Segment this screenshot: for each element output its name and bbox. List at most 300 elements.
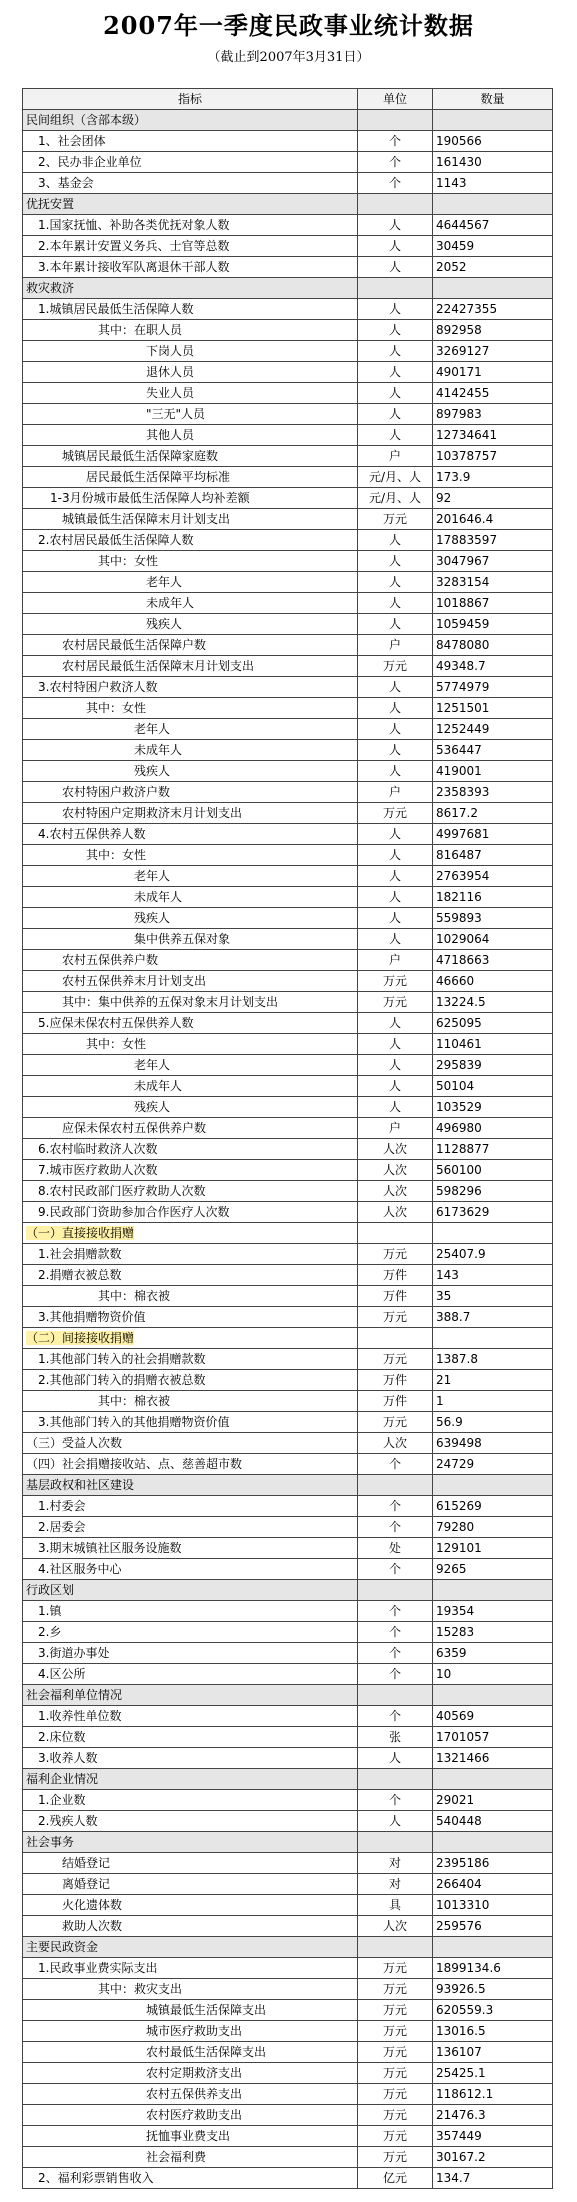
unit-cell: 个 xyxy=(358,1559,433,1580)
value-cell xyxy=(433,110,553,131)
unit-cell: 人 xyxy=(358,236,433,257)
value-cell: 118612.1 xyxy=(433,2084,553,2105)
indicator-cell xyxy=(23,1181,358,1202)
unit-cell: 人 xyxy=(358,320,433,341)
value-cell: 1 xyxy=(433,1391,553,1412)
table-row xyxy=(23,215,553,236)
value-cell: 620559.3 xyxy=(433,2000,553,2021)
table-row xyxy=(23,341,553,362)
table-row xyxy=(23,614,553,635)
indicator-text: 2.残疾人数 xyxy=(38,1814,98,1828)
indicator-cell xyxy=(23,2147,358,2168)
value-cell: 103529 xyxy=(433,1097,553,1118)
indicator-cell xyxy=(23,1622,358,1643)
indicator-text: 残疾人 xyxy=(134,1100,171,1114)
indicator-cell xyxy=(23,1601,358,1622)
value-cell: 357449 xyxy=(433,2126,553,2147)
table-row xyxy=(23,446,553,467)
value-cell: 2358393 xyxy=(433,782,553,803)
indicator-cell xyxy=(23,152,358,173)
indicator-cell xyxy=(23,2168,358,2189)
indicator-text: 8.农村民政部门医疗救助人次数 xyxy=(38,1184,206,1198)
header-unit: 单位 xyxy=(358,89,433,110)
table-row xyxy=(23,1643,553,1664)
indicator-text: 城市医疗救助支出 xyxy=(146,2024,243,2038)
indicator-text: 1、社会团体 xyxy=(38,134,106,148)
table-row xyxy=(23,257,553,278)
value-cell: 10 xyxy=(433,1664,553,1685)
section-row xyxy=(23,1832,553,1853)
table-row xyxy=(23,1160,553,1181)
indicator-text: 社会事务 xyxy=(26,1835,75,1849)
unit-cell: 人次 xyxy=(358,1160,433,1181)
indicator-text: 2.捐赠衣被总数 xyxy=(38,1268,122,1282)
table-row xyxy=(23,551,553,572)
table-row xyxy=(23,1979,553,2000)
unit-cell: 人 xyxy=(358,1811,433,1832)
indicator-text: 3.本年累计接收军队离退休干部人数 xyxy=(38,260,230,274)
indicator-cell xyxy=(23,593,358,614)
section-title xyxy=(23,1328,358,1349)
unit-cell: 人 xyxy=(358,908,433,929)
indicator-text: 其中：棉衣被 xyxy=(98,1394,171,1408)
unit-cell: 人次 xyxy=(358,1139,433,1160)
indicator-text: （一）直接接收捐赠 xyxy=(26,1226,135,1240)
indicator-text: 1-3月份城市最低生活保障人均补差额 xyxy=(50,491,250,505)
table-row xyxy=(23,404,553,425)
unit-cell: 万元 xyxy=(358,2084,433,2105)
indicator-cell xyxy=(23,341,358,362)
unit-cell: 人 xyxy=(358,887,433,908)
indicator-text: 2、民办非企业单位 xyxy=(38,155,142,169)
table-row xyxy=(23,1412,553,1433)
value-cell: 4718663 xyxy=(433,950,553,971)
unit-cell: 户 xyxy=(358,446,433,467)
indicator-cell xyxy=(23,1790,358,1811)
unit-cell xyxy=(358,1937,433,1958)
indicator-text: 残疾人 xyxy=(146,617,183,631)
indicator-text: 城镇最低生活保障末月计划支出 xyxy=(62,512,231,526)
value-cell: 17883597 xyxy=(433,530,553,551)
table-row xyxy=(23,1622,553,1643)
table-row xyxy=(23,1853,553,1874)
value-cell: 92 xyxy=(433,488,553,509)
statistics-table xyxy=(22,88,553,2189)
indicator-cell xyxy=(23,1097,358,1118)
value-cell: 21 xyxy=(433,1370,553,1391)
section-title xyxy=(23,1937,358,1958)
value-cell: 22427355 xyxy=(433,299,553,320)
value-cell: 295839 xyxy=(433,1055,553,1076)
indicator-cell xyxy=(23,1853,358,1874)
table-row xyxy=(23,1097,553,1118)
section-row xyxy=(23,1475,553,1496)
unit-cell: 人 xyxy=(358,551,433,572)
indicator-text: 2.乡 xyxy=(38,1625,62,1639)
unit-cell: 个 xyxy=(358,1601,433,1622)
indicator-cell xyxy=(23,2126,358,2147)
table-row xyxy=(23,1013,553,1034)
indicator-text: （四）社会捐赠接收站、点、慈善超市数 xyxy=(26,1457,243,1471)
indicator-text: 农村最低生活保障支出 xyxy=(146,2045,267,2059)
value-cell: 266404 xyxy=(433,1874,553,1895)
unit-cell: 户 xyxy=(358,782,433,803)
table-row xyxy=(23,572,553,593)
indicator-cell xyxy=(23,1118,358,1139)
value-cell: 615269 xyxy=(433,1496,553,1517)
table-row xyxy=(23,635,553,656)
table-row xyxy=(23,299,553,320)
table-row xyxy=(23,1790,553,1811)
indicator-text: 城镇居民最低生活保障家庭数 xyxy=(62,449,219,463)
indicator-cell xyxy=(23,131,358,152)
indicator-text: 老年人 xyxy=(134,869,171,883)
indicator-text: 2、福利彩票销售收入 xyxy=(38,2171,154,2185)
value-cell: 388.7 xyxy=(433,1307,553,1328)
indicator-text: 1.村委会 xyxy=(38,1499,86,1513)
table-row xyxy=(23,677,553,698)
table-row xyxy=(23,824,553,845)
unit-cell xyxy=(358,194,433,215)
unit-cell: 万元 xyxy=(358,1412,433,1433)
table-row xyxy=(23,1076,553,1097)
section-row xyxy=(23,110,553,131)
table-row xyxy=(23,2021,553,2042)
value-cell: 1128877 xyxy=(433,1139,553,1160)
section-row xyxy=(23,278,553,299)
indicator-cell xyxy=(23,467,358,488)
value-cell xyxy=(433,1580,553,1601)
unit-cell: 人 xyxy=(358,593,433,614)
table-row xyxy=(23,1181,553,1202)
table-row xyxy=(23,530,553,551)
section-row xyxy=(23,194,553,215)
indicator-cell xyxy=(23,1958,358,1979)
indicator-cell xyxy=(23,1916,358,1937)
unit-cell: 人 xyxy=(358,383,433,404)
page-subtitle: （截止到2007年3月31日） xyxy=(207,50,370,65)
indicator-cell xyxy=(23,1496,358,1517)
value-cell: 8617.2 xyxy=(433,803,553,824)
table-row xyxy=(23,1727,553,1748)
value-cell: 1252449 xyxy=(433,719,553,740)
value-cell: 598296 xyxy=(433,1181,553,1202)
unit-cell: 万件 xyxy=(358,1370,433,1391)
indicator-text: 6.农村临时救济人次数 xyxy=(38,1142,158,1156)
indicator-text: 4.区公所 xyxy=(38,1667,86,1681)
section-title xyxy=(23,1475,358,1496)
indicator-cell xyxy=(23,824,358,845)
indicator-text: 社会福利费 xyxy=(146,2150,207,2164)
indicator-cell xyxy=(23,1979,358,2000)
unit-cell: 户 xyxy=(358,1118,433,1139)
table-row xyxy=(23,1958,553,1979)
table-row xyxy=(23,2000,553,2021)
section-title xyxy=(23,194,358,215)
value-cell: 8478080 xyxy=(433,635,553,656)
table-row xyxy=(23,2126,553,2147)
indicator-cell xyxy=(23,1433,358,1454)
section-title xyxy=(23,1685,358,1706)
indicator-text: 农村居民最低生活保障末月计划支出 xyxy=(62,659,255,673)
unit-cell: 个 xyxy=(358,1643,433,1664)
indicator-cell xyxy=(23,1244,358,1265)
section-row xyxy=(23,1223,553,1244)
table-row xyxy=(23,1034,553,1055)
section-title xyxy=(23,1832,358,1853)
value-cell xyxy=(433,1223,553,1244)
indicator-cell xyxy=(23,1202,358,1223)
unit-cell: 万元 xyxy=(358,1958,433,1979)
value-cell: 30459 xyxy=(433,236,553,257)
header-indicator: 指标 xyxy=(23,89,358,110)
indicator-text: 老年人 xyxy=(134,722,171,736)
unit-cell: 个 xyxy=(358,173,433,194)
value-cell: 4644567 xyxy=(433,215,553,236)
indicator-cell xyxy=(23,173,358,194)
unit-cell: 人 xyxy=(358,257,433,278)
indicator-cell xyxy=(23,1748,358,1769)
unit-cell: 户 xyxy=(358,635,433,656)
value-cell: 892958 xyxy=(433,320,553,341)
indicator-text: 1.镇 xyxy=(38,1604,62,1618)
indicator-text: 未成年人 xyxy=(134,1079,183,1093)
table-row xyxy=(23,1559,553,1580)
indicator-cell xyxy=(23,1391,358,1412)
indicator-text: 优抚安置 xyxy=(26,197,75,211)
unit-cell: 人 xyxy=(358,341,433,362)
indicator-text: 应保未保农村五保供养户数 xyxy=(62,1121,207,1135)
indicator-cell xyxy=(23,551,358,572)
indicator-text: 3.农村特困户救济人数 xyxy=(38,680,158,694)
value-cell xyxy=(433,194,553,215)
value-cell: 625095 xyxy=(433,1013,553,1034)
indicator-text: 9.民政部门资助参加合作医疗人次数 xyxy=(38,1205,230,1219)
indicator-cell xyxy=(23,1265,358,1286)
section-row xyxy=(23,1580,553,1601)
indicator-cell xyxy=(23,1454,358,1475)
unit-cell: 万元 xyxy=(358,971,433,992)
indicator-text: 农村居民最低生活保障户数 xyxy=(62,638,207,652)
value-cell: 1251501 xyxy=(433,698,553,719)
table-row xyxy=(23,2105,553,2126)
section-title xyxy=(23,278,358,299)
value-cell: 3283154 xyxy=(433,572,553,593)
indicator-text: 2.农村居民最低生活保障人数 xyxy=(38,533,194,547)
table-row xyxy=(23,1454,553,1475)
indicator-cell xyxy=(23,1307,358,1328)
table-row xyxy=(23,362,553,383)
unit-cell: 对 xyxy=(358,1853,433,1874)
unit-cell xyxy=(358,1328,433,1349)
value-cell: 560100 xyxy=(433,1160,553,1181)
indicator-cell xyxy=(23,1664,358,1685)
table-row xyxy=(23,1664,553,1685)
value-cell: 9265 xyxy=(433,1559,553,1580)
value-cell: 49348.7 xyxy=(433,656,553,677)
indicator-text: 农村五保供养支出 xyxy=(146,2087,243,2101)
value-cell: 190566 xyxy=(433,131,553,152)
unit-cell: 个 xyxy=(358,1496,433,1517)
value-cell: 1387.8 xyxy=(433,1349,553,1370)
table-row xyxy=(23,1538,553,1559)
unit-cell: 万元 xyxy=(358,1244,433,1265)
table-row xyxy=(23,1391,553,1412)
indicator-cell xyxy=(23,971,358,992)
indicator-cell xyxy=(23,446,358,467)
indicator-text: 基层政权和社区建设 xyxy=(26,1478,135,1492)
indicator-cell xyxy=(23,1874,358,1895)
indicator-text: 残疾人 xyxy=(134,911,171,925)
indicator-text: 未成年人 xyxy=(146,596,195,610)
indicator-text: 未成年人 xyxy=(134,743,183,757)
table-row xyxy=(23,1811,553,1832)
value-cell: 4997681 xyxy=(433,824,553,845)
value-cell: 6359 xyxy=(433,1643,553,1664)
unit-cell: 人 xyxy=(358,845,433,866)
indicator-text: （二）间接接收捐赠 xyxy=(26,1331,135,1345)
table-row xyxy=(23,656,553,677)
indicator-text: 结婚登记 xyxy=(62,1856,111,1870)
value-cell: 559893 xyxy=(433,908,553,929)
table-header-row xyxy=(23,89,553,110)
indicator-text: 其中：女性 xyxy=(86,848,147,862)
indicator-text: 老年人 xyxy=(146,575,183,589)
table-row xyxy=(23,1307,553,1328)
unit-cell: 个 xyxy=(358,131,433,152)
indicator-cell xyxy=(23,761,358,782)
indicator-text: 2.本年累计安置义务兵、士官等总数 xyxy=(38,239,230,253)
indicator-cell xyxy=(23,2021,358,2042)
indicator-text: 农村医疗救助支出 xyxy=(146,2108,243,2122)
table-row xyxy=(23,698,553,719)
table-row xyxy=(23,509,553,530)
unit-cell: 万元 xyxy=(358,1979,433,2000)
unit-cell: 人 xyxy=(358,761,433,782)
indicator-text: 其中：女性 xyxy=(98,554,159,568)
indicator-text: 集中供养五保对象 xyxy=(134,932,231,946)
value-cell: 5774979 xyxy=(433,677,553,698)
unit-cell xyxy=(358,1580,433,1601)
indicator-text: 其中：救灾支出 xyxy=(98,1982,183,1996)
unit-cell: 万元 xyxy=(358,1307,433,1328)
indicator-text: 农村特困户定期救济末月计划支出 xyxy=(62,806,243,820)
table-row xyxy=(23,803,553,824)
indicator-cell xyxy=(23,845,358,866)
indicator-cell xyxy=(23,740,358,761)
value-cell: 1701057 xyxy=(433,1727,553,1748)
unit-cell xyxy=(358,1769,433,1790)
unit-cell: 人 xyxy=(358,1034,433,1055)
table-row xyxy=(23,152,553,173)
indicator-cell xyxy=(23,950,358,971)
indicator-cell xyxy=(23,509,358,530)
indicator-text: 2.居委会 xyxy=(38,1520,86,1534)
table-row xyxy=(23,950,553,971)
unit-cell: 人 xyxy=(358,1748,433,1769)
value-cell: 10378757 xyxy=(433,446,553,467)
table-row xyxy=(23,929,553,950)
indicator-cell xyxy=(23,1559,358,1580)
unit-cell: 人 xyxy=(358,1055,433,1076)
indicator-text: 3.收养人数 xyxy=(38,1751,98,1765)
indicator-text: "三无"人员 xyxy=(146,407,206,421)
table-row xyxy=(23,1202,553,1223)
unit-cell: 亿元 xyxy=(358,2168,433,2189)
unit-cell: 人 xyxy=(358,425,433,446)
table-row xyxy=(23,782,553,803)
table-row xyxy=(23,1118,553,1139)
value-cell: 536447 xyxy=(433,740,553,761)
indicator-text: 1.国家抚恤、补助各类优抚对象人数 xyxy=(38,218,230,232)
indicator-text: 救助人次数 xyxy=(62,1919,123,1933)
unit-cell: 万元 xyxy=(358,2000,433,2021)
unit-cell: 万件 xyxy=(358,1265,433,1286)
value-cell: 30167.2 xyxy=(433,2147,553,2168)
value-cell: 816487 xyxy=(433,845,553,866)
table-row xyxy=(23,2063,553,2084)
unit-cell: 人 xyxy=(358,362,433,383)
unit-cell: 万元 xyxy=(358,509,433,530)
value-cell: 1029064 xyxy=(433,929,553,950)
table-row xyxy=(23,866,553,887)
table-row xyxy=(23,593,553,614)
value-cell: 50104 xyxy=(433,1076,553,1097)
indicator-text: 未成年人 xyxy=(134,890,183,904)
indicator-cell xyxy=(23,656,358,677)
indicator-text: 行政区划 xyxy=(26,1583,75,1597)
section-row xyxy=(23,1328,553,1349)
indicator-text: （三）受益人次数 xyxy=(26,1436,123,1450)
indicator-text: 1.社会捐赠款数 xyxy=(38,1247,122,1261)
value-cell xyxy=(433,1832,553,1853)
indicator-cell xyxy=(23,1538,358,1559)
indicator-text: 抚恤事业费支出 xyxy=(146,2129,231,2143)
table-row xyxy=(23,1706,553,1727)
table-row xyxy=(23,2147,553,2168)
table-row xyxy=(23,1601,553,1622)
value-cell: 13016.5 xyxy=(433,2021,553,2042)
unit-cell: 人 xyxy=(358,215,433,236)
table-row xyxy=(23,1370,553,1391)
indicator-text: 农村定期救济支出 xyxy=(146,2066,243,2080)
table-row xyxy=(23,1433,553,1454)
table-row xyxy=(23,887,553,908)
unit-cell: 户 xyxy=(358,950,433,971)
value-cell: 1143 xyxy=(433,173,553,194)
section-title xyxy=(23,1769,358,1790)
unit-cell: 人 xyxy=(358,299,433,320)
value-cell: 639498 xyxy=(433,1433,553,1454)
indicator-text: 农村特困户救济户数 xyxy=(62,785,171,799)
unit-cell: 万元 xyxy=(358,2126,433,2147)
indicator-text: 3.其他捐赠物资价值 xyxy=(38,1310,146,1324)
indicator-cell xyxy=(23,572,358,593)
header-value: 数量 xyxy=(433,89,553,110)
indicator-text: 救灾救济 xyxy=(26,281,75,295)
value-cell: 3269127 xyxy=(433,341,553,362)
value-cell: 93926.5 xyxy=(433,1979,553,2000)
unit-cell: 人 xyxy=(358,740,433,761)
value-cell: 259576 xyxy=(433,1916,553,1937)
unit-cell: 人 xyxy=(358,698,433,719)
indicator-text: 老年人 xyxy=(134,1058,171,1072)
indicator-cell xyxy=(23,887,358,908)
table-row xyxy=(23,740,553,761)
value-cell: 13224.5 xyxy=(433,992,553,1013)
unit-cell: 万元 xyxy=(358,656,433,677)
value-cell: 2763954 xyxy=(433,866,553,887)
